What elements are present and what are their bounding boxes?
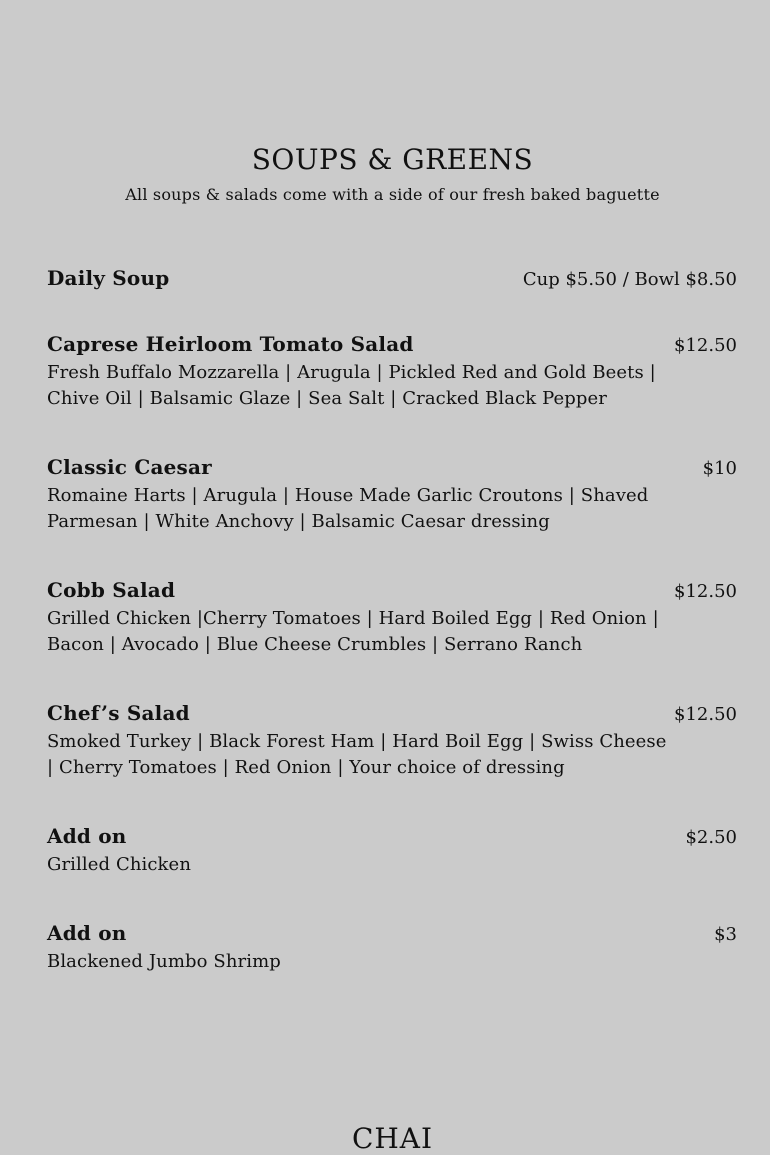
item-price: $3: [714, 924, 737, 945]
item-price: $12.50: [674, 704, 737, 725]
item-price: Cup $5.50 / Bowl $8.50: [522, 269, 737, 290]
menu-item-caprese: [47, 332, 737, 412]
item-name: Caprese Heirloom Tomato Salad: [47, 332, 414, 356]
menu-item-classic-caesar: [47, 455, 737, 535]
item-description: Romaine Harts | Arugula | House Made Garlic Croutons | Shaved Parmesan | White Anchovy | Balsamic Caesar dressing: [47, 485, 649, 532]
item-price: $12.50: [674, 581, 737, 602]
item-name: Cobb Salad: [47, 578, 176, 602]
item-description: Grilled Chicken: [47, 854, 192, 875]
next-section-title: CHAI: [351, 1122, 434, 1155]
item-description: Fresh Buffalo Mozzarella | Arugula | Pickled Red and Gold Beets | Chive Oil | Balsamic Glaze | Sea Salt | Cracked Black Pepper: [47, 362, 656, 409]
menu-item-add-on-chicken: [47, 824, 737, 878]
item-description: Grilled Chicken |Cherry Tomatoes | Hard Boiled Egg | Red Onion | Bacon | Avocado | Blue Cheese Crumbles | Serrano Ranch: [47, 608, 659, 655]
item-name: Chef’s Salad: [47, 701, 190, 725]
section-subtitle: All soups & salads come with a side of our fresh baked baguette: [125, 185, 660, 204]
menu-item-cobb-salad: [47, 578, 737, 658]
menu-item-daily-soup: [47, 266, 737, 290]
item-name: Add on: [47, 921, 127, 945]
menu-item-add-on-shrimp: [47, 921, 737, 975]
menu-item-chefs-salad: [47, 701, 737, 781]
item-description: Blackened Jumbo Shrimp: [47, 951, 281, 972]
item-name: Daily Soup: [47, 266, 170, 290]
item-description: Smoked Turkey | Black Forest Ham | Hard Boil Egg | Swiss Cheese | Cherry Tomatoes | Red Onion | Your choice of dressing: [47, 731, 667, 778]
item-price: $10: [702, 458, 737, 479]
section-title: SOUPS & GREENS: [251, 143, 534, 176]
item-name: Classic Caesar: [47, 455, 212, 479]
item-name: Add on: [47, 824, 127, 848]
item-price: $2.50: [685, 827, 737, 848]
item-price: $12.50: [674, 335, 737, 356]
